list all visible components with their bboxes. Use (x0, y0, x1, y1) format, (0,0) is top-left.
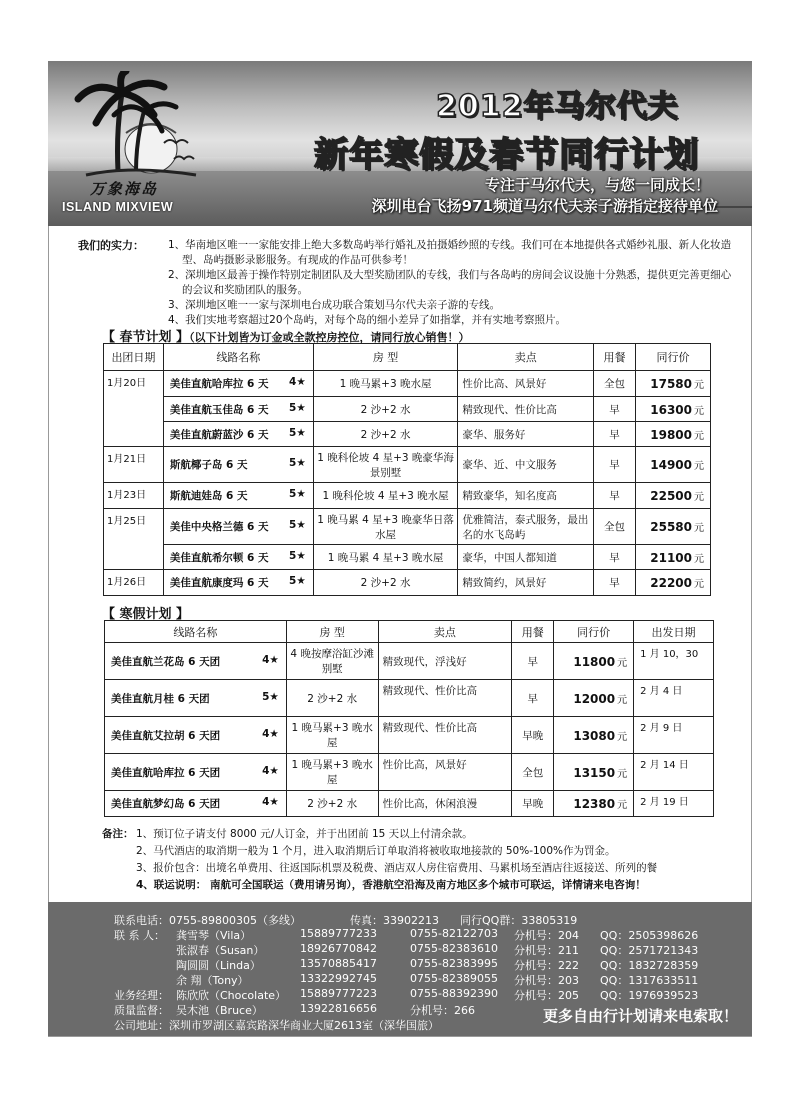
table-row (105, 754, 714, 791)
route-name (105, 680, 287, 717)
selling-point: 豪华、服务好 (458, 422, 594, 447)
winter-plan-title: 【 寒假计划 】 (102, 607, 190, 622)
meal: 早 (512, 643, 554, 680)
departure-date: 2 月 9 日 (634, 717, 714, 754)
price-value: 12000 (573, 691, 616, 706)
contact-qq: QQ：1976939523 (600, 989, 699, 1002)
table-row (104, 509, 711, 545)
table-row (105, 643, 714, 680)
meal: 早 (594, 545, 636, 570)
contact-mobile: 15889777233 (300, 927, 377, 940)
table-row (104, 545, 711, 570)
room-type: 1 晚马累 4 星+3 晚豪华日落水屋 (313, 509, 458, 545)
route-name (105, 643, 287, 680)
room-type: 2 沙+2 水 (313, 422, 458, 447)
table-row (105, 791, 714, 817)
currency: 元 (694, 461, 704, 472)
price-value: 16300 (650, 402, 692, 417)
price (636, 483, 711, 509)
currency: 元 (694, 492, 704, 503)
col-header: 出团日期 (104, 344, 164, 371)
table-row (105, 680, 714, 717)
contact-mobile: 13570885417 (300, 957, 377, 970)
selling-point: 精致现代、性价比高 (378, 680, 512, 717)
contact-name: 张淑春（Susan） (176, 944, 265, 957)
contact-ext: 分机号：203 (514, 974, 579, 987)
selling-point: 性价比高、风景好 (458, 371, 594, 397)
departure-date: 2 月 14 日 (634, 754, 714, 791)
col-header: 线路名称 (105, 621, 287, 643)
route-name (163, 371, 313, 397)
contact-name: 吴木池（Bruce） (176, 1004, 263, 1017)
price-value: 13150 (573, 765, 616, 780)
route-name (105, 717, 287, 754)
price-value: 13080 (573, 728, 616, 743)
contact-mobile: 13322992745 (300, 972, 377, 985)
palm-island-logo-icon (56, 71, 206, 181)
col-header: 房 型 (286, 621, 378, 643)
contact-tel: 0755-82122703 (410, 927, 498, 940)
selling-point: 精致现代、性价比高 (378, 717, 512, 754)
price (554, 643, 634, 680)
notes-list (136, 826, 746, 894)
selling-point: 性价比高，风景好 (378, 754, 512, 791)
selling-point: 优雅简洁，泰式服务，最出名的水飞岛屿 (458, 509, 594, 545)
col-header: 用餐 (512, 621, 554, 643)
strength-item: 2、深圳地区最善于操作特别定制团队及大型奖励团队的专线，我们与各岛屿的房间会议设施十分熟悉，提供更完善更细心的会议和奖励团队的服务。 (168, 269, 732, 296)
selling-point: 精致现代、性价比高 (458, 397, 594, 422)
contact-tel: 0755-82389055 (410, 972, 498, 985)
meal: 早 (594, 397, 636, 422)
star-rating: 4★ (262, 727, 279, 740)
room-type: 2 沙+2 水 (286, 791, 378, 817)
contact-label: 联 系 人： (114, 929, 165, 942)
currency: 元 (694, 553, 704, 565)
price (636, 447, 711, 483)
currency: 元 (694, 523, 704, 534)
contact-ext: 分机号：205 (514, 989, 579, 1002)
route-label: 美佳直航蔚蓝沙 6 天 (169, 428, 269, 441)
depart-date: 1月23日 (104, 483, 164, 509)
route-name (163, 545, 313, 570)
main-phone: 联系电话：0755-89800305（多线） (114, 914, 301, 927)
strength-item: 1、华南地区唯一一家能安排上绝大多数岛屿举行婚礼及拍摄婚纱照的专线。我们可在本地提供各式婚纱礼服、新人化妆造型、岛屿摄影录影服务。有现成的作品可供参考！ (168, 239, 732, 266)
contact-name: 余 翔（Tony） (176, 974, 249, 987)
table-row (104, 371, 711, 397)
route-label: 美佳中央格兰德 6 天 (169, 521, 269, 533)
meal: 早 (512, 680, 554, 717)
selling-point: 性价比高，休闲浪漫 (378, 791, 512, 817)
route-name (163, 483, 313, 509)
room-type: 1 晚马累+3 晚水屋 (286, 754, 378, 791)
col-header: 卖点 (378, 621, 512, 643)
star-rating: 5★ (289, 426, 306, 439)
slogan-1: 专注于马尔代夫，与您一同成长！ (484, 176, 710, 194)
company-address: 公司地址：深圳市罗湖区嘉宾路深华商业大厦2613室（深华国旅） (114, 1019, 439, 1032)
contact-name: 陶圆圆（Linda） (176, 959, 261, 972)
meal: 早 (594, 422, 636, 447)
route-name (105, 791, 287, 817)
currency: 元 (694, 430, 704, 442)
currency: 元 (617, 657, 628, 669)
star-rating: 5★ (289, 401, 306, 414)
depart-date: 1月21日 (104, 447, 164, 483)
currency: 元 (617, 800, 628, 811)
route-label: 美佳直航希尔顿 6 天 (169, 551, 269, 564)
route-label: 美佳直航哈库拉 6 天团 (111, 766, 221, 779)
route-label: 美佳直航兰花岛 6 天团 (111, 655, 221, 668)
table-header-row (105, 621, 714, 643)
currency: 元 (694, 380, 704, 391)
selling-point: 精致简约，风景好 (458, 570, 594, 596)
room-type: 2 沙+2 水 (313, 570, 458, 596)
room-type: 1 晚马累 4 星+3 晚水屋 (313, 545, 458, 570)
price-value: 11800 (573, 654, 616, 669)
price (554, 717, 634, 754)
contact-mobile: 15889777223 (300, 987, 377, 1000)
star-rating: 4★ (262, 653, 279, 666)
strengths-label: 我们的实力： (78, 239, 144, 252)
meal: 早 (594, 447, 636, 483)
contact-tel: 0755-82383610 (410, 942, 498, 955)
room-type: 4 晚按摩浴缸沙滩别墅 (286, 643, 378, 680)
table-row (105, 717, 714, 754)
route-label: 美佳直航梦幻岛 6 天团 (111, 798, 221, 810)
contact-ext: 分机号：222 (514, 959, 579, 972)
contact-label: 质量监督： (114, 1004, 169, 1017)
contact-ext: 分机号：211 (514, 944, 579, 957)
star-rating: 5★ (289, 488, 306, 500)
room-type: 1 晚马累+3 晚水屋 (313, 371, 458, 397)
route-label: 美佳直航康度玛 6 天 (169, 577, 269, 589)
strength-item: 4、我们实地考察超过20个岛屿，对每个岛的细小差异了如指掌，并有实地考察照片。 (168, 314, 567, 326)
table-row (104, 397, 711, 422)
contact-ext: 分机号：204 (514, 929, 579, 942)
price (636, 545, 711, 570)
note-item: 2、马代酒店的取消期一般为 1 个月，进入取消期后订单取消将被收取地接款的 50%-100%作为罚金。 (136, 845, 616, 857)
col-header: 线路名称 (163, 344, 313, 371)
price-value: 21100 (650, 550, 692, 565)
currency: 元 (617, 768, 628, 780)
table-row (104, 570, 711, 596)
price (636, 371, 711, 397)
star-rating: 5★ (262, 690, 279, 703)
table-row (104, 447, 711, 483)
title-line-1: 2012年马尔代夫 (436, 89, 679, 124)
col-header: 卖点 (458, 344, 594, 371)
meal: 全包 (512, 754, 554, 791)
contact-tel: 0755-82383995 (410, 957, 498, 970)
note-item: 1、预订位子请支付 8000 元/人订金，并于出团前 15 天以上付清余款。 (136, 828, 473, 840)
departure-date: 2 月 19 日 (634, 791, 714, 817)
winter-plan-table (104, 620, 714, 817)
star-rating: 5★ (289, 575, 306, 587)
slogan-2: 深圳电台飞扬971频道马尔代夫亲子游指定接待单位 (371, 197, 718, 215)
strengths-list (168, 238, 738, 328)
price-value: 14900 (650, 458, 692, 472)
header-banner (48, 61, 752, 226)
contact-tel: 0755-88392390 (410, 987, 498, 1000)
selling-point: 豪华、近、中文服务 (458, 447, 594, 483)
room-type: 1 晚马累+3 晚水屋 (286, 717, 378, 754)
star-rating: 4★ (289, 376, 306, 388)
qq-group: 同行QQ群：33805319 (460, 914, 578, 927)
departure-date: 1 月 10，30 (634, 643, 714, 680)
spring-plan-note: （以下计划皆为订金或全款控房控位，请同行放心销售！） (189, 331, 470, 344)
depart-date: 1月26日 (104, 570, 164, 596)
meal: 早 (594, 483, 636, 509)
table-row (104, 422, 711, 447)
col-header: 出发日期 (634, 621, 714, 643)
col-header: 同行价 (636, 344, 711, 371)
contact-mobile: 13922816656 (300, 1002, 377, 1015)
depart-date: 1月25日 (104, 509, 164, 570)
contact-name: 龚雪琴（Vila） (176, 929, 252, 942)
route-label: 美佳直航哈库拉 6 天 (169, 378, 269, 390)
star-rating: 5★ (289, 519, 306, 531)
contact-qq: QQ：2571721343 (600, 944, 699, 957)
price-value: 22500 (650, 489, 692, 503)
currency: 元 (617, 694, 628, 706)
route-name (163, 397, 313, 422)
departure-date: 2 月 4 日 (634, 680, 714, 717)
contact-footer (48, 902, 752, 1036)
route-name (105, 754, 287, 791)
price (554, 754, 634, 791)
notes-label: 备注： (102, 828, 134, 840)
contact-name: 陈欣欣（Chocolate） (176, 989, 287, 1002)
room-type: 1 晚科伦坡 4 星+3 晚豪华海景别墅 (313, 447, 458, 483)
contact-ext: 分机号：266 (410, 1004, 475, 1017)
brand-name-en: ISLAND MIXVIEW (62, 200, 174, 214)
contact-qq: QQ：1317633511 (600, 974, 699, 987)
price-value: 17580 (650, 377, 692, 391)
star-rating: 5★ (289, 457, 306, 469)
contact-label: 业务经理： (114, 989, 169, 1002)
table-row (104, 483, 711, 509)
meal: 全包 (594, 371, 636, 397)
route-label: 美佳直航月桂 6 天团 (111, 692, 210, 705)
selling-point: 精致豪华，知名度高 (458, 483, 594, 509)
meal: 早晚 (512, 717, 554, 754)
route-label: 美佳直航艾拉胡 6 天团 (111, 729, 221, 742)
price-value: 22200 (650, 576, 692, 590)
col-header: 房 型 (313, 344, 458, 371)
route-name (163, 447, 313, 483)
meal: 全包 (594, 509, 636, 545)
star-rating: 4★ (262, 796, 279, 808)
fax: 传真：33902213 (350, 914, 439, 927)
more-plans-text: 更多自由行计划请来电索取！ (542, 1007, 738, 1025)
star-rating: 5★ (289, 549, 306, 562)
route-label: 美佳直航玉佳岛 6 天 (169, 403, 269, 416)
route-name (163, 422, 313, 447)
note-item: 4、联运说明： 南航可全国联运（费用请另询），香港航空沿海及南方地区多个城市可联运，详情请来电咨询！ (136, 879, 646, 891)
room-type: 2 沙+2 水 (313, 397, 458, 422)
note-item: 3、报价包含：出境名单费用、往返国际机票及税费、酒店双人房住宿费用、马累机场至酒店往返接送、所列的餐 (136, 862, 658, 874)
price (636, 570, 711, 596)
price (554, 680, 634, 717)
price-value: 12380 (573, 797, 616, 811)
price (636, 397, 711, 422)
route-label: 斯航椰子岛 6 天 (169, 459, 248, 471)
price (636, 509, 711, 545)
col-header: 用餐 (594, 344, 636, 371)
contact-qq: QQ：2505398626 (600, 929, 699, 942)
meal: 早晚 (512, 791, 554, 817)
strength-item: 3、深圳地区唯一一家与深圳电台成功联合策划马尔代夫亲子游的专线。 (168, 299, 501, 311)
selling-point: 豪华，中国人都知道 (458, 545, 594, 570)
route-label: 斯航迪娃岛 6 天 (169, 490, 248, 502)
star-rating: 4★ (262, 764, 279, 777)
contact-qq: QQ：1832728359 (600, 959, 699, 972)
currency: 元 (617, 731, 628, 743)
col-header: 同行价 (554, 621, 634, 643)
selling-point: 精致现代，浮浅好 (378, 643, 512, 680)
title-line-2: 新年寒假及春节同行计划 (314, 135, 699, 175)
currency: 元 (694, 579, 704, 590)
table-header-row (104, 344, 711, 371)
spring-plan-table (103, 343, 711, 596)
price-value: 25580 (650, 520, 692, 534)
meal: 早 (594, 570, 636, 596)
room-type: 2 沙+2 水 (286, 680, 378, 717)
route-name (163, 509, 313, 545)
price-value: 19800 (650, 427, 692, 442)
depart-date: 1月20日 (104, 371, 164, 447)
room-type: 1 晚科伦坡 4 星+3 晚水屋 (313, 483, 458, 509)
price (636, 422, 711, 447)
route-name (163, 570, 313, 596)
price (554, 791, 634, 817)
spring-plan-title: 【 春节计划 】 (102, 330, 190, 345)
currency: 元 (694, 405, 704, 417)
brand-name-cn: 万象海岛 (90, 180, 159, 198)
contact-mobile: 18926770842 (300, 942, 377, 955)
